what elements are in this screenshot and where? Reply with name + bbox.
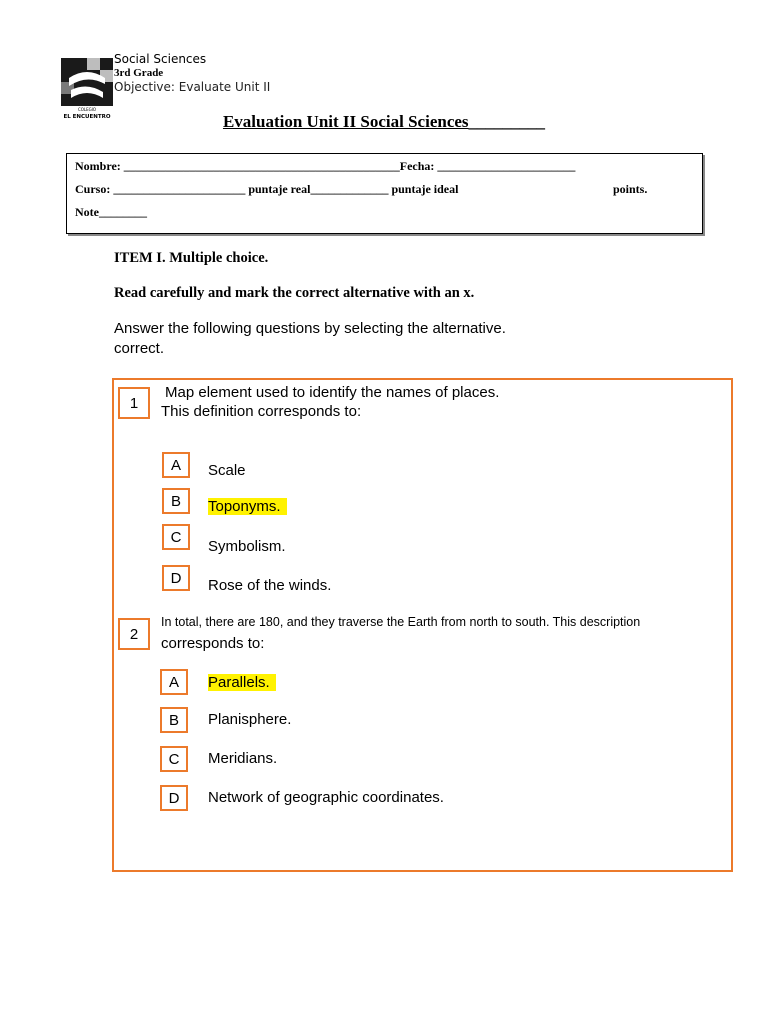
instruction-line-1: Answer the following questions by selecting the alternative. — [114, 320, 506, 337]
q2-option-a-text — [208, 674, 276, 691]
q1-option-b-highlight: Toponyms. — [208, 498, 287, 515]
answer-instruction — [114, 319, 594, 359]
school-logo — [61, 58, 113, 120]
q1-option-b-checkbox[interactable]: B — [162, 488, 190, 514]
course-score-line: Curso: ______________________ puntaje real_____________ puntaje ideal — [75, 182, 459, 196]
name-date-line: Nombre: ______________________________________________Fecha: _______________________ — [75, 159, 576, 173]
title-text: Evaluation Unit II Social Sciences — [222, 112, 469, 131]
question-1-text-line-1: Map element used to identify the names of places. — [165, 384, 500, 401]
item-title: ITEM I. Multiple choice. — [114, 250, 269, 266]
note-line: Note________ — [75, 205, 147, 219]
q1-option-b-text — [208, 498, 287, 515]
question-2-text-line-2: corresponds to: — [161, 635, 265, 652]
student-info-box — [66, 153, 703, 234]
q2-option-d-checkbox[interactable]: D — [160, 785, 188, 811]
q2-option-c-checkbox[interactable]: C — [160, 746, 188, 772]
q1-option-a-text: Scale — [208, 462, 246, 479]
q1-option-c-checkbox[interactable]: C — [162, 524, 190, 550]
q1-option-d-checkbox[interactable]: D — [162, 565, 190, 591]
q1-option-c-text: Symbolism. — [208, 538, 286, 555]
q2-option-b-checkbox[interactable]: B — [160, 707, 188, 733]
q2-option-d-text: Network of geographic coordinates. — [208, 789, 444, 806]
read-instruction: Read carefully and mark the correct alternative with an x. — [114, 285, 475, 301]
q2-option-c-text: Meridians. — [208, 750, 278, 767]
question-1-text-line-2: This definition corresponds to: — [161, 403, 362, 420]
header-objective: Objective: Evaluate Unit II — [114, 80, 271, 94]
instruction-line-2: correct. — [114, 340, 165, 357]
header-subject: Social Sciences — [114, 52, 207, 66]
points-label: points. — [613, 182, 648, 196]
title-blank: _________ — [468, 112, 546, 131]
question-number-2: 2 — [118, 618, 150, 650]
logo-text: EL ENCUENTRO — [63, 114, 111, 120]
q1-option-d-text: Rose of the winds. — [208, 577, 332, 594]
question-2-text-line-1: In total, there are 180, and they traverse the Earth from north to south. This description — [161, 615, 641, 629]
q2-option-b-text: Planisphere. — [208, 711, 292, 728]
q1-option-a-checkbox[interactable]: A — [162, 452, 190, 478]
header-grade: 3rd Grade — [114, 67, 164, 79]
page-title — [0, 112, 768, 132]
q2-option-a-checkbox[interactable]: A — [160, 669, 188, 695]
logo-subtext: COLEGIO — [77, 107, 97, 112]
q2-option-a-highlight: Parallels. — [208, 674, 276, 691]
question-number-1: 1 — [118, 387, 150, 419]
